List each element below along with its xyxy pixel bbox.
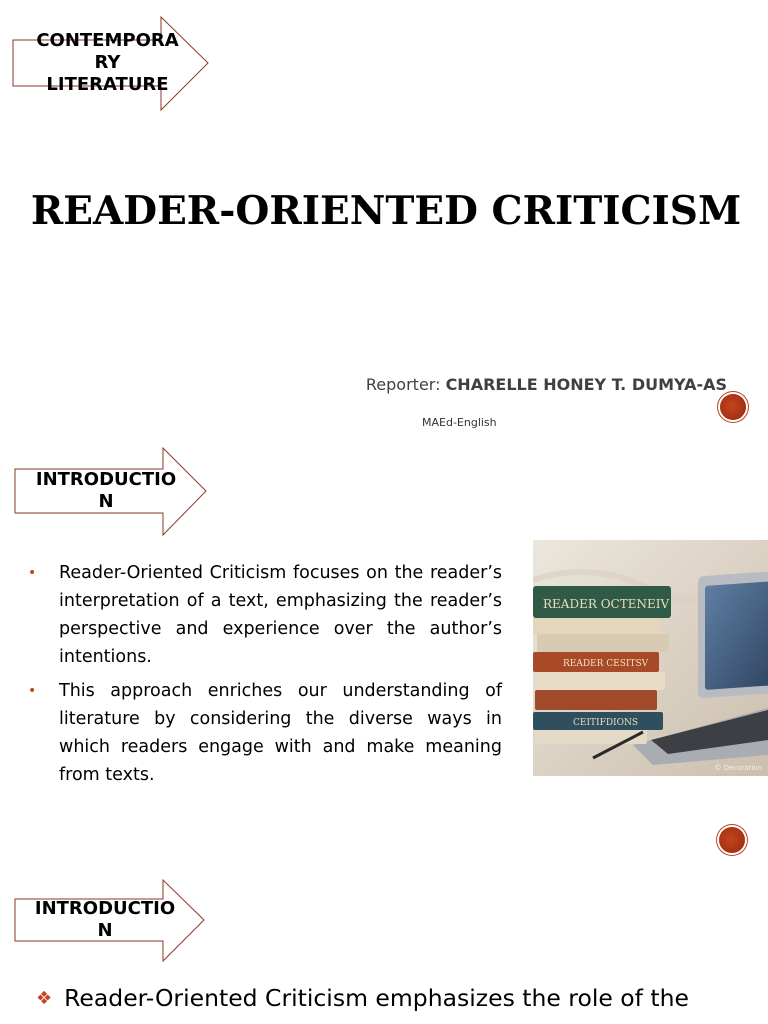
list-item	[28, 559, 502, 671]
books-laptop-illustration	[533, 540, 768, 776]
reporter-line	[366, 375, 727, 394]
section-label: INTRODUCTIO N	[35, 469, 177, 512]
bullet-text: Reader-Oriented Criticism emphasizes the role of the	[64, 984, 689, 1012]
reporter-name: CHARELLE HONEY T. DUMYA-AS	[445, 375, 727, 394]
spine-text-2: READER CESITSV	[563, 659, 649, 669]
section-label: CONTEMPORA RY LITERATURE	[36, 30, 179, 95]
spine-text-3: CEITIFDIONS	[573, 718, 639, 728]
list-item	[28, 677, 502, 789]
diamond-bullet-icon: ❖	[36, 988, 53, 1009]
section-arrow-introduction	[14, 447, 208, 537]
books-laptop-image	[533, 540, 768, 776]
section-label: INTRODUCTIO N	[34, 898, 176, 941]
bullet-text: Reader-Oriented Criticism focuses on the reader’s interpretation of a text, emphasizing the reader’s perspective and experience over the author’s intentions.	[59, 563, 502, 667]
slide-number-dot	[719, 827, 745, 853]
list-item	[36, 984, 689, 1012]
bullet-text: This approach enriches our understanding of literature by considering the diverse ways in which readers engage with and make meaning from texts.	[59, 681, 502, 785]
slide-number-dot	[720, 394, 746, 420]
bullet-marker: •	[28, 683, 37, 699]
intro-bullet-list	[28, 559, 502, 795]
section-arrow-introduction	[14, 879, 206, 963]
bullet-marker: •	[28, 565, 37, 581]
image-credit: © Decoration	[714, 764, 762, 772]
spine-text-1: READER OCTENEIV	[543, 597, 670, 611]
section-arrow-contemporary-literature	[12, 16, 210, 112]
program-label: MAEd-English	[422, 416, 497, 429]
slide-title: READER-ORIENTED CRITICISM	[30, 188, 742, 234]
reporter-prefix: Reporter:	[365, 375, 446, 394]
